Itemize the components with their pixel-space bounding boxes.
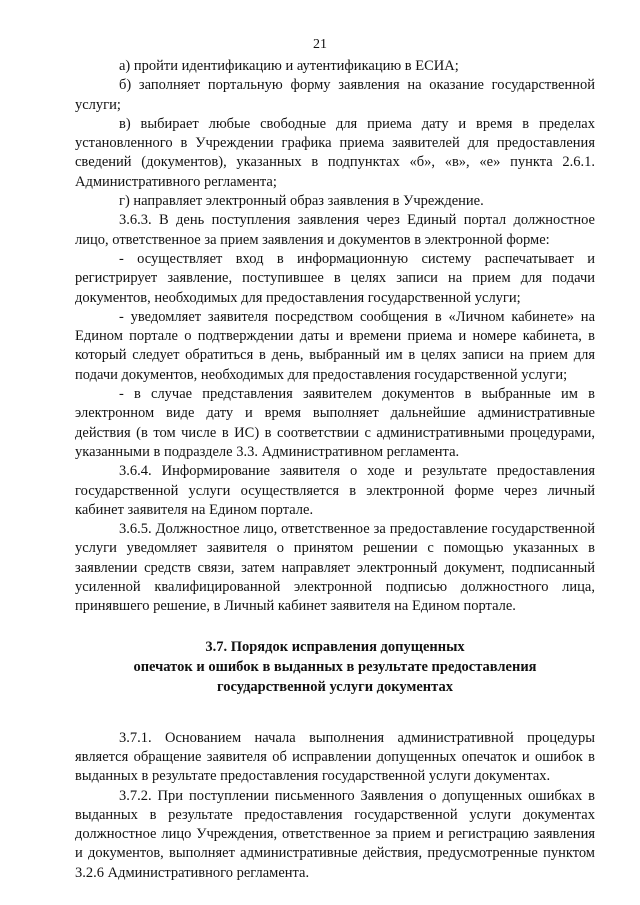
paragraph-3-6-5: 3.6.5. Должностное лицо, ответственное за предоставление государственной услуги уведомляет заявителя о принятом решении с помощью указанных в заявлении средств связи, затем направляет электронный документ, подписанный усиленной квалифицированной электронной подписью должностного лица, принявшего решение, в Личный кабинет заявителя на Едином портале. xyxy=(75,521,595,615)
page-number: 21 xyxy=(313,37,327,52)
bullet-login-register: - осуществляет вход в информационную систему распечатывает и регистрирует заявление, поступившее в целях записи на прием для подачи документов, необходимых для предоставления государственной услуги; xyxy=(75,250,595,306)
list-item-v: в) выбирает любые свободные для приема дату и время в пределах установленного в Учреждении графика приема заявителей для предоставления сведений (документов), указанных в подпунктах «б», «в», «е» пункта 2.6.1. Административного регламента; xyxy=(75,115,595,190)
paragraph-3-6-4: 3.6.4. Информирование заявителя о ходе и результате предоставления государственной услуги осуществляется в электронной форме через личный кабинет заявителя на Едином портале. xyxy=(75,463,595,518)
bullet-documents-submitted: - в случае представления заявителем документов в выбранные им в электронном виде дату и время выполняет дальнейшие административные действия (в том числе в ИС) в соответствии с административными процедурами, указанными в подразделе 3.3. Административном регламента. xyxy=(75,386,595,460)
section-heading-3-7 xyxy=(75,637,595,697)
list-item-a: а) пройти идентификацию и аутентификацию в ЕСИА; xyxy=(119,58,459,74)
section-heading-line-3: государственной услуги документах xyxy=(217,678,453,695)
paragraph-3-7-1: 3.7.1. Основанием начала выполнения административной процедуры является обращение заявителя об исправлении допущенных опечаток и ошибок в выданных в результате предоставления государственной услуги документах. xyxy=(75,729,595,785)
section-heading-line-1: 3.7. Порядок исправления допущенных xyxy=(205,638,465,655)
list-item-b: б) заполняет портальную форму заявления на оказание государственной услуги; xyxy=(75,77,595,113)
paragraph-3-7-2: 3.7.2. При поступлении письменного Заявления о допущенных ошибках в выданных в результате предоставления государственной услуги документах должностное лицо Учреждения, ответственное за прием и регистрацию заявления и документов, выполняет административные действия, предусмотренные пунктом 3.2.6 Административного регламента. xyxy=(75,787,595,881)
section-heading-line-2: опечаток и ошибок в выданных в результате предоставления xyxy=(133,658,537,675)
bullet-notify-applicant: - уведомляет заявителя посредством сообщения в «Личном кабинете» на Едином портале о подтверждении даты и времени приема и номере кабинета, в который следует обратиться в день, выбранный им в целях записи на прием для подачи документов, необходимых для предоставления государственной услуги; xyxy=(75,308,595,383)
document-body xyxy=(75,57,595,883)
paragraph-3-6-3: 3.6.3. В день поступления заявления через Единый портал должностное лицо, ответственное за прием заявления и документов в электронной форме: xyxy=(75,212,595,248)
list-item-g: г) направляет электронный образ заявления в Учреждение. xyxy=(119,193,484,210)
